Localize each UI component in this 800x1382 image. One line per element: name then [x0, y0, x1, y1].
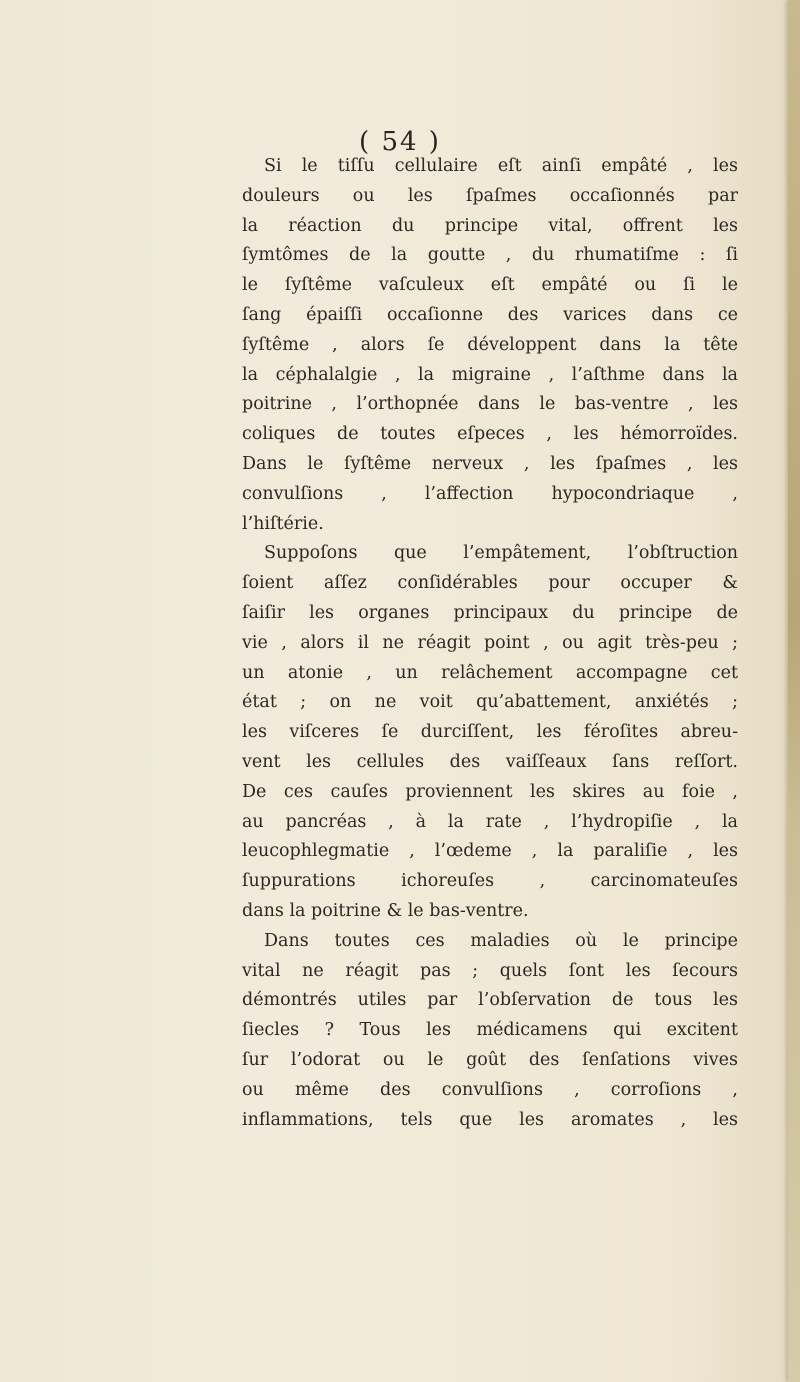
text-line: vie , alors il ne réagit point , ou agit très-peu ; — [242, 632, 738, 653]
text-line: convulſions , l’affection hypocondriaque , — [242, 483, 738, 504]
text-line: ou même des convulſions , corroſions , — [242, 1079, 738, 1100]
text-line: inflammations, tels que les aromates , les — [242, 1109, 738, 1130]
text-line: au pancréas , à la rate , l’hydropiſie , la — [242, 811, 738, 832]
page-number: ( 54 ) — [359, 127, 441, 157]
text-line: ſyſtême , alors ſe développent dans la tête — [242, 334, 738, 355]
text-line: la réaction du principe vital, offrent les — [242, 215, 738, 236]
text-line: coliques de toutes eſpeces , les hémorroïdes. — [242, 424, 738, 445]
text-line: démontrés utiles par l’obſervation de tous les — [242, 990, 738, 1011]
text-line: ſaiſir les organes principaux du principe de — [242, 602, 738, 623]
text-line: Dans toutes ces maladies où le principe — [264, 930, 738, 951]
text-line: vital ne réagit pas ; quels ſont les ſecours — [242, 960, 738, 981]
text-line: un atonie , un relâchement accompagne cet — [242, 662, 738, 683]
text-line: la céphalalgie , la migraine , l’aſthme dans la — [242, 364, 738, 385]
text-line: les viſceres ſe durciſſent, les féroſites abreu- — [242, 722, 738, 743]
body-text — [242, 152, 738, 1135]
text-line: ſur l’odorat ou le goût des ſenſations vives — [242, 1049, 738, 1070]
text-line: poitrine , l’orthopnée dans le bas-ventre , les — [242, 394, 738, 415]
text-line: Si le tiſſu cellulaire eſt ainſi empâté , les — [264, 156, 738, 176]
text-line: vent les cellules des vaiſſeaux ſans reſſort. — [242, 751, 738, 772]
text-line: leucophlegmatie , l’œdeme , la paraliſie , les — [242, 841, 738, 862]
text-line: douleurs ou les ſpaſmes occaſionnés par — [242, 185, 738, 206]
text-line: Dans le ſyſtême nerveux , les ſpaſmes , les — [242, 453, 738, 474]
text-line: dans la poitrine & le bas-ventre. — [242, 900, 529, 921]
text-line: état ; on ne voit qu’abattement, anxiétés ; — [242, 692, 738, 713]
text-line: ſymtômes de la goutte , du rhumatiſme : ſi — [242, 245, 738, 266]
text-line: De ces cauſes proviennent les skires au foie , — [242, 781, 738, 802]
text-line: ſuppurations ichoreuſes , carcinomateuſes — [242, 871, 738, 892]
text-line: l’hiſtérie. — [242, 513, 324, 534]
text-line: Suppoſons que l’empâtement, l’obſtruction — [264, 543, 738, 564]
text-line: ſang épaiſſi occaſionne des varices dans ce — [242, 304, 738, 325]
text-line: ſiecles ? Tous les médicamens qui excitent — [242, 1020, 738, 1041]
text-line: le ſyſtême vaſculeux eſt empâté ou ſi le — [242, 275, 738, 296]
text-line: ſoient aſſez conſidérables pour occuper & — [242, 573, 738, 594]
page-edge-shadow — [788, 0, 800, 1382]
